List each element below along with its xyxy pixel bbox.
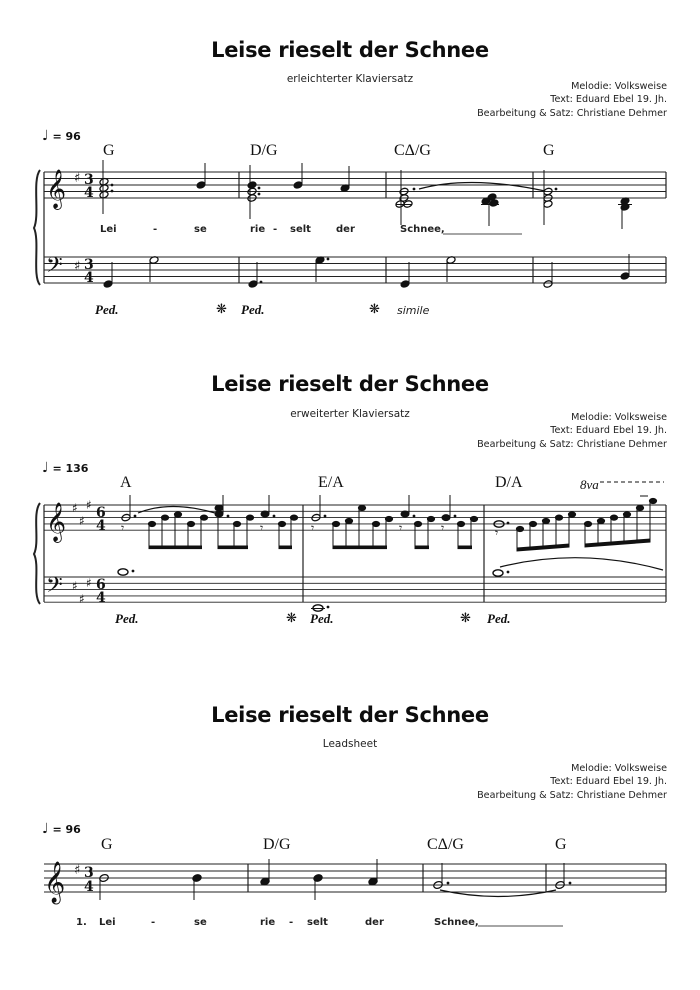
chord-symbol: D/G (263, 836, 291, 853)
pedal-release-icon: ❋ (369, 302, 380, 317)
lyric-syllable: selt (307, 917, 328, 928)
pedal-marking: Ped. (241, 302, 265, 317)
lyric-syllable: Lei (100, 224, 117, 235)
sharp-icon: ♯ (72, 579, 78, 593)
chord-symbol: E/A (318, 474, 344, 491)
chord-symbol: D/A (495, 474, 523, 491)
chord-symbol: D/G (250, 142, 278, 159)
svg-text:𝄾: 𝄾 (311, 521, 315, 535)
lyric-syllable: Lei (99, 917, 116, 928)
chord-symbol: CΔ/G (427, 836, 464, 853)
ottava-marking: 8va (580, 477, 599, 492)
credit-text: Text: Eduard Ebel 19. Jh. (550, 425, 667, 437)
lyric-syllable: Schnee, (400, 224, 445, 235)
eighth-rest-icon: 𝄾 (121, 521, 125, 535)
chord-symbol: G (555, 836, 567, 853)
system-1-staff-lines (44, 172, 666, 283)
time-signature: 3 (84, 865, 94, 881)
tempo-value: = 96 (52, 130, 81, 143)
credit-melodie: Melodie: Volksweise (571, 763, 667, 774)
sharp-icon: ♯ (86, 498, 92, 512)
sharp-icon: ♯ (86, 576, 92, 590)
section-1-subtitle: erleichterter Klaviersatz (286, 73, 414, 85)
tempo-value: = 96 (52, 823, 81, 836)
lyric-syllable: se (194, 917, 207, 928)
section-3-title: Leise rieselt der Schnee (211, 703, 489, 727)
system-1-notes (99, 160, 632, 288)
svg-text:𝄾: 𝄾 (399, 521, 403, 535)
sharp-icon: ♯ (74, 863, 81, 878)
credit-bearbeitung: Bearbeitung & Satz: Christiane Dehmer (477, 107, 667, 119)
svg-text:𝄾: 𝄾 (260, 521, 264, 535)
lyric-hyphen: - (289, 917, 294, 928)
svg-text:4: 4 (84, 185, 94, 201)
time-signature: 3 (84, 172, 94, 188)
credit-bearbeitung: Bearbeitung & Satz: Christiane Dehmer (477, 789, 667, 801)
treble-clef-icon: 𝄞 (46, 502, 67, 542)
section-2-subtitle: erweiterter Klaviersatz (290, 408, 410, 420)
sharp-icon: ♯ (74, 259, 81, 274)
system-2-staff-lines (44, 505, 666, 602)
lyric-syllable: der (336, 224, 355, 235)
system-3-staff-lines (44, 864, 666, 892)
quarter-note-icon: ♩ (42, 460, 49, 476)
system-3-notes (99, 859, 571, 926)
bass-clef-icon: 𝄢 (46, 253, 63, 283)
sharp-icon: ♯ (74, 171, 81, 186)
section-1-title: Leise rieselt der Schnee (211, 38, 489, 62)
lyric-syllable: der (365, 917, 384, 928)
section-3-subtitle: Leadsheet (322, 738, 378, 750)
pedal-marking: Ped. (95, 302, 119, 317)
svg-text:𝄾: 𝄾 (495, 526, 499, 540)
verse-number: 1. (76, 917, 87, 928)
sharp-icon: ♯ (72, 501, 78, 515)
chord-symbol: G (103, 142, 115, 159)
lyric-hyphen: - (273, 224, 278, 235)
lyric-syllable: Schnee, (434, 917, 479, 928)
svg-text:4: 4 (84, 879, 94, 895)
credit-bearbeitung: Bearbeitung & Satz: Christiane Dehmer (477, 438, 667, 450)
time-signature: 6 (96, 577, 106, 593)
chord-symbol: CΔ/G (394, 142, 431, 159)
svg-text:4: 4 (96, 590, 106, 606)
sharp-icon: ♯ (79, 514, 85, 528)
quarter-note-icon: ♩ (42, 128, 49, 144)
credit-melodie: Melodie: Volksweise (571, 412, 667, 423)
system-2-notes (118, 482, 664, 611)
lyric-hyphen: - (151, 917, 156, 928)
tie-icon (440, 890, 556, 897)
tie-icon (419, 182, 545, 191)
slur-icon (500, 558, 663, 570)
system-1-barlines (44, 172, 666, 283)
section-2-title: Leise rieselt der Schnee (211, 372, 489, 396)
lyric-syllable: rie (260, 917, 276, 928)
credit-melodie: Melodie: Volksweise (571, 81, 667, 92)
brace-icon (34, 170, 40, 285)
time-signature: 3 (84, 257, 94, 273)
treble-clef-icon: 𝄞 (46, 169, 67, 209)
credit-text: Text: Eduard Ebel 19. Jh. (550, 776, 667, 788)
pedal-marking: Ped. (487, 611, 511, 626)
lyric-hyphen: - (153, 224, 158, 235)
credit-text: Text: Eduard Ebel 19. Jh. (550, 94, 667, 106)
pedal-marking: Ped. (310, 611, 334, 626)
lyric-syllable: rie (250, 224, 266, 235)
lyric-syllable: selt (290, 224, 311, 235)
simile-marking: simile (397, 304, 430, 317)
pedal-release-icon: ❋ (216, 302, 227, 317)
sharp-icon: ♯ (79, 592, 85, 606)
bass-clef-icon: 𝄢 (46, 573, 63, 603)
svg-text:4: 4 (84, 270, 94, 286)
chord-symbol: G (101, 836, 113, 853)
treble-clef-icon: 𝄞 (44, 862, 66, 903)
svg-text:4: 4 (96, 518, 106, 534)
svg-text:𝄾: 𝄾 (441, 521, 445, 535)
chord-symbol: A (120, 474, 132, 491)
pedal-marking: Ped. (115, 611, 139, 626)
chord-symbol: G (543, 142, 555, 159)
brace-icon (34, 503, 40, 604)
system-2-barlines (44, 505, 666, 602)
pedal-release-icon: ❋ (286, 611, 297, 626)
tempo-value: = 136 (52, 462, 89, 475)
quarter-note-icon: ♩ (42, 821, 49, 837)
time-signature: 6 (96, 505, 106, 521)
pedal-release-icon: ❋ (460, 611, 471, 626)
lyric-syllable: se (194, 224, 207, 235)
